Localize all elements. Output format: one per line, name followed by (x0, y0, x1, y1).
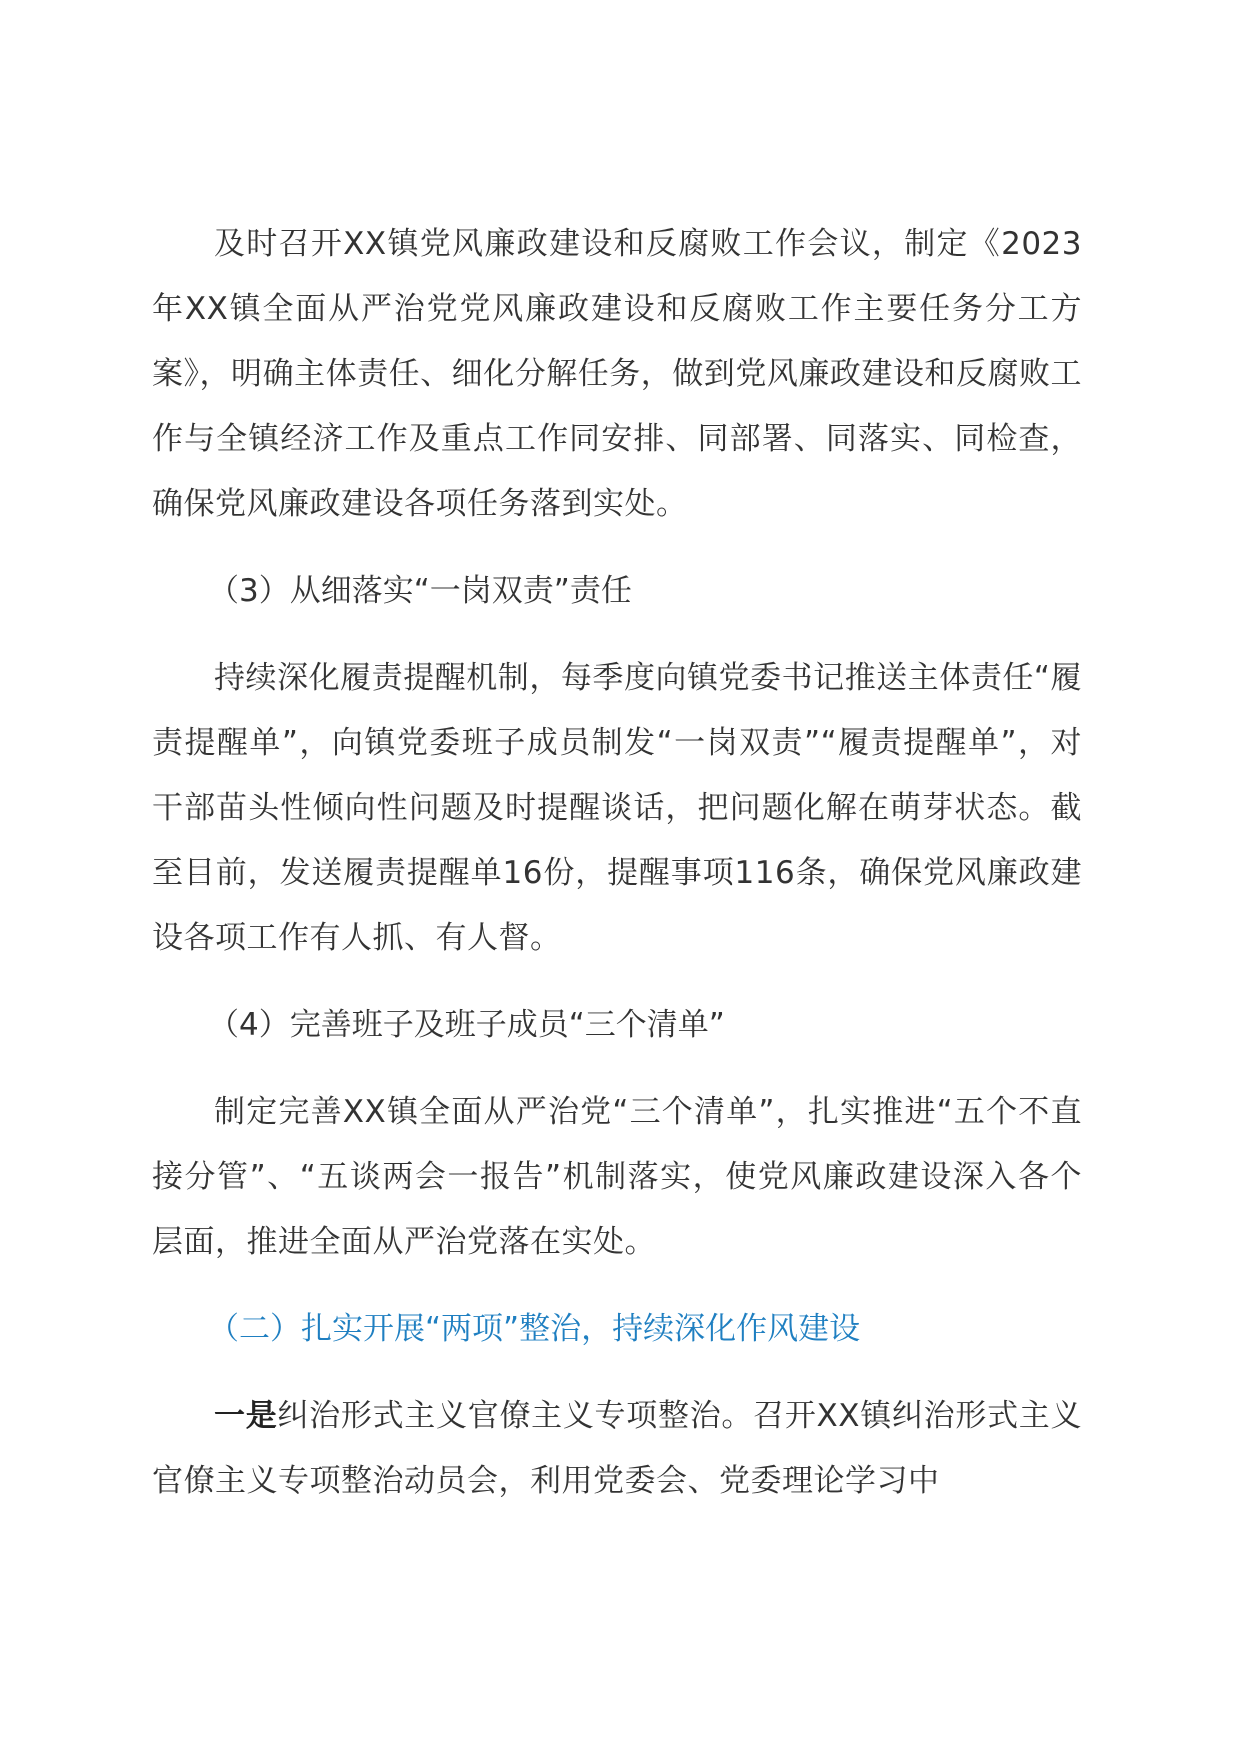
document-body (152, 212, 1082, 1514)
paragraph-lead: 一是 (214, 1398, 278, 1434)
paragraph: 及时召开XX镇党风廉政建设和反腐败工作会议，制定《2023年XX镇全面从严治党党风廉政建设和反腐败工作主要任务分工方案》，明确主体责任、细化分解任务，做到党风廉政建设和反腐败工作与全镇经济工作及重点工作同安排、同部署、同落实、同检查，确保党风廉政建设各项任务落到实处。 (152, 226, 1082, 522)
paragraph: 制定完善XX镇全面从严治党“三个清单”，扎实推进“五个不直接分管”、“五谈两会一报告”机制落实，使党风廉政建设深入各个层面，推进全面从严治党落在实处。 (152, 1094, 1082, 1260)
section-heading: （二）扎实开展“两项”整治，持续深化作风建设 (208, 1311, 861, 1347)
subheading: （3）从细落实“一岗双责”责任 (208, 573, 632, 609)
subheading: （4）完善班子及班子成员“三个清单” (208, 1007, 725, 1043)
paragraph-body: 纠治形式主义官僚主义专项整治。召开XX镇纠治形式主义官僚主义专项整治动员会，利用党委会、党委理论学习中 (152, 1398, 1082, 1499)
paragraph: 持续深化履责提醒机制，每季度向镇党委书记推送主体责任“履责提醒单”，向镇党委班子成员制发“一岗双责”“履责提醒单”，对干部苗头性倾向性问题及时提醒谈话，把问题化解在萌芽状态。截至目前，发送履责提醒单16份，提醒事项116条，确保党风廉政建设各项工作有人抓、有人督。 (152, 660, 1082, 956)
paragraph (152, 1384, 1082, 1514)
